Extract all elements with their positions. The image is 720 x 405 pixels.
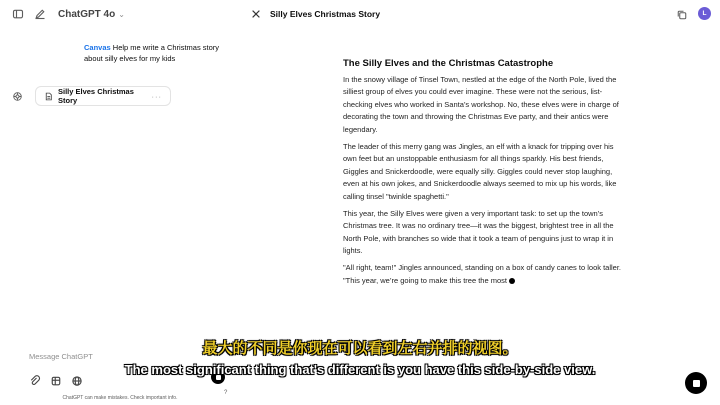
user-message xyxy=(84,42,234,64)
canvas-chip-label: Silly Elves Christmas Story xyxy=(58,87,134,105)
model-name: ChatGPT 4o xyxy=(58,8,116,20)
new-chat-icon[interactable] xyxy=(32,6,48,22)
help-icon[interactable]: ? xyxy=(224,390,228,396)
canvas-pane xyxy=(240,0,720,405)
subtitle-english: The most significant thing that's different is you have this side-by-side view. xyxy=(124,362,596,377)
chat-pane xyxy=(0,0,240,405)
paragraph: "All right, team!" Jingles announced, standing on a box of candy canes to look taller. "This year, we’re going to make this tree the most xyxy=(343,262,621,285)
paragraph: This year, the Silly Elves were given a very important task: to set up the town’s Christmas tree. It was no ordinary tree—it was the biggest, brightest tree in all the North Pole, with branches so wide that it took a team of penguins just to wrap it in lights. xyxy=(343,208,614,256)
sidebar-toggle-icon[interactable] xyxy=(10,6,26,22)
canvas-chip[interactable] xyxy=(35,86,171,106)
canvas-title: Silly Elves Christmas Story xyxy=(270,9,381,19)
typing-cursor-icon xyxy=(509,278,515,284)
user-message-text: Help me write a Christmas story about silly elves for my kids xyxy=(84,43,220,63)
more-options-icon[interactable]: ··· xyxy=(151,91,162,101)
composer-tools xyxy=(27,373,85,389)
composer[interactable] xyxy=(24,345,234,390)
paragraph: In the snowy village of Tinsel Town, nestled at the edge of the North Pole, lived the silliest group of elves you could ever imagine. These were not the serious, list-checking elves who worked in Santa’s workshop. No, these elves were in charge of decorating the town and throwing the Christmas Eve party, and their antics were legendary. xyxy=(343,74,619,134)
document-title: The Silly Elves and the Christmas Catastrophe xyxy=(343,58,554,69)
message-input[interactable]: Message ChatGPT xyxy=(29,352,93,361)
stop-button[interactable] xyxy=(211,370,225,384)
model-selector[interactable] xyxy=(58,9,125,20)
copy-icon[interactable] xyxy=(674,7,690,23)
subtitle-chinese: 最大的不同是你现在可以看到左右并排的视图。 xyxy=(202,339,518,357)
stop-icon xyxy=(693,380,700,387)
disclaimer: ChatGPT can make mistakes. Check important info. xyxy=(62,395,178,401)
canvas-tag: Canvas xyxy=(84,43,111,52)
paragraph: The leader of this merry gang was Jingles, an elf with a knack for tripping over his own feet but an unstoppable enthusiasm for all things sparkly. His best friends, Giggles and Snickerdoodle, were equally silly. Giggles could never stop laughing, even at his own jokes, and Snickerdoodle always seemed to mix up his words, like calling tinsel "twinkle spaghetti." xyxy=(343,141,617,201)
document[interactable] xyxy=(343,58,623,291)
chevron-down-icon: ⌄ xyxy=(118,9,125,19)
close-icon[interactable] xyxy=(248,6,264,22)
canvas-stop-button[interactable] xyxy=(685,372,707,394)
stop-icon xyxy=(216,375,221,380)
assistant-logo-icon xyxy=(12,89,23,100)
globe-icon[interactable] xyxy=(69,373,85,389)
paragraph-last xyxy=(343,262,623,287)
canvas-header xyxy=(240,0,720,28)
document-icon xyxy=(44,92,53,101)
chat-header xyxy=(0,0,240,28)
avatar[interactable]: L xyxy=(698,7,711,20)
attach-icon[interactable] xyxy=(27,373,43,389)
tools-icon[interactable] xyxy=(48,373,64,389)
